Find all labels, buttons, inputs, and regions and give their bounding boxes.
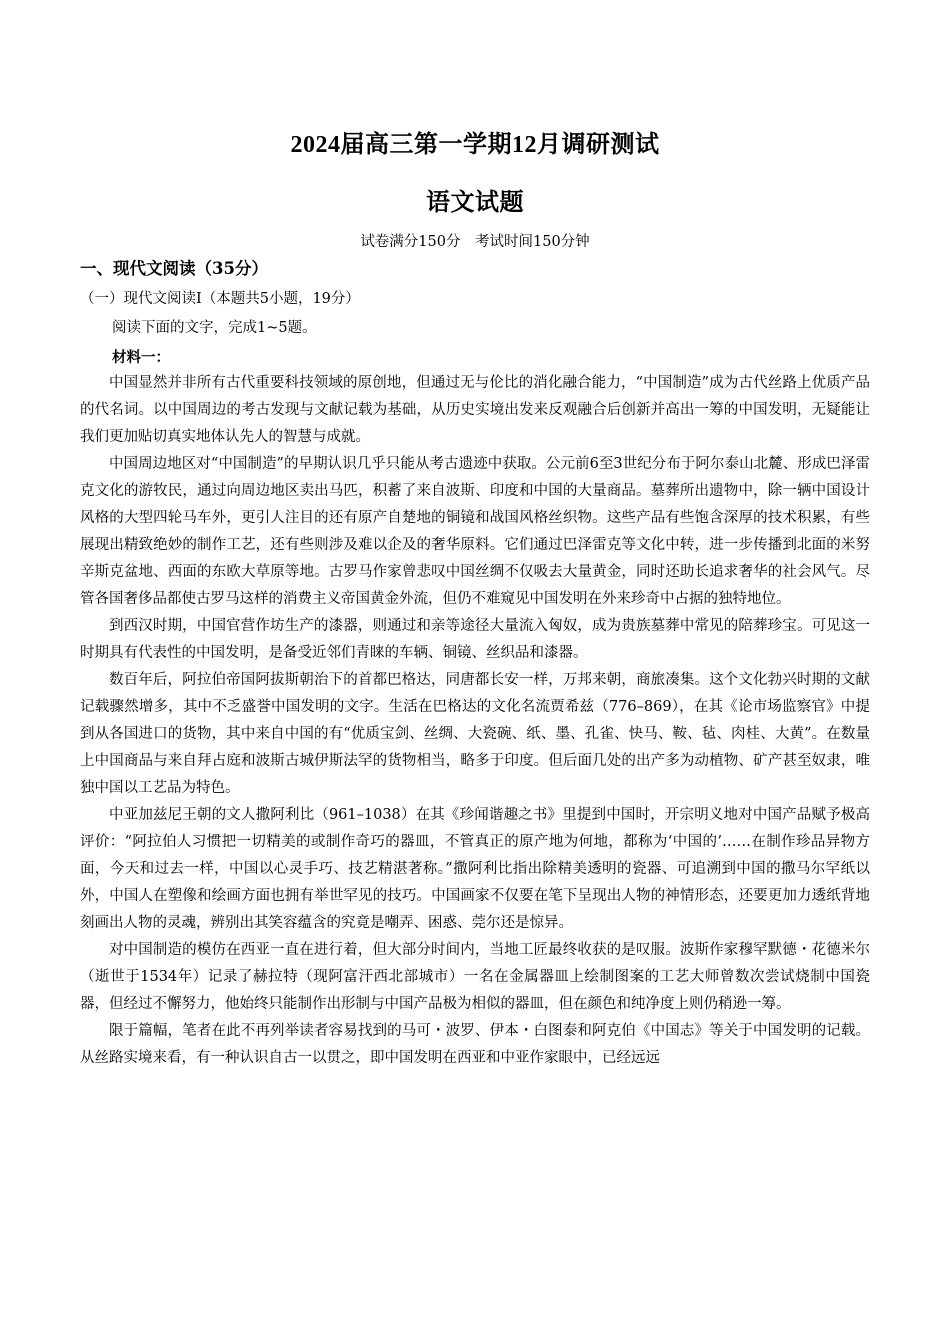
paragraph: 中国周边地区对“中国制造”的早期认识几乎只能从考古遗迹中获取。公元前6至3世纪分布于阿尔泰山北麓、形成巴泽雷克文化的游牧民，通过向周边地区卖出马匹，积蓄了来自波斯、印度和中国的大量商品。墓葬所出遗物中，除一辆中国设计风格的大型四轮马车外，更引人注目的还有原产自楚地的铜镜和战国风格丝织物。这些产品有些饱含深厚的技术积累，有些展现出精致绝妙的制作工艺，还有些则涉及难以企及的奢华原料。它们通过巴泽雷克等文化中转，进一步传播到北面的米努辛斯克盆地、西面的东欧大草原等地。古罗马作家曾悲叹中国丝绸不仅吸去大量黄金，同时还助长追求奢华的社会风气。尽管各国奢侈品都使古罗马这样的消费主义帝国黄金外流，但仍不难窥见中国发明在外来珍奇中占据的独特地位。 (80, 456, 870, 607)
paragraph: 对中国制造的模仿在西亚一直在进行着，但大部分时间内，当地工匠最终收获的是叹服。波斯作家穆罕默德・花德米尔（逝世于1534年）记录了赫拉特（现阿富汗西北部城市）一名在金属器皿上绘制图案的工艺大师曾数次尝试烧制中国瓷器，但经过不懈努力，他始终只能制作出形制与中国产品极为相似的器皿，但在颜色和纯净度上则仍稍逊一筹。 (80, 942, 870, 1012)
paragraph: 限于篇幅，笔者在此不再列举读者容易找到的马可・波罗、伊本・白图泰和阿克伯《中国志》等关于中国发明的记载。从丝路实境来看，有一种认识自古一以贯之，即中国发明在西亚和中亚作家眼中，已经远远 (80, 1023, 870, 1066)
subsection-heading: （一）现代文阅读Ⅰ（本题共5小题，19分） (80, 291, 360, 307)
paragraph: 中亚加兹尼王朝的文人撒阿利比（961–1038）在其《珍闻谐趣之书》里提到中国时，开宗明义地对中国产品赋予极高评价：“阿拉伯人习惯把一切精美的或制作奇巧的器皿，不管真正的原产地为何地，都称为‘中国的’……在制作珍品异物方面，今天和过去一样，中国以心灵手巧、技艺精湛著称。”撒阿利比指出除精美透明的瓷器、可追溯到中国的撒马尔罕纸以外，中国人在塑像和绘画方面也拥有举世罕见的技巧。中国画家不仅要在笔下呈现出人物的神情形态，还要更加力透纸背地刻画出人物的灵魂，辨别出其笑容蕴含的究竟是嘲弄、困惑、莞尔还是惊异。 (80, 807, 870, 931)
exam-info: 试卷满分150分 考试时间150分钟 (360, 234, 590, 250)
paragraph: 到西汉时期，中国官营作坊生产的漆器，则通过和亲等途径大量流入匈奴，成为贵族墓葬中常见的陪葬珍宝。可见这一时期具有代表性的中国发明，是备受近邻们青睐的车辆、铜镜、丝织品和漆器。 (80, 618, 870, 661)
section-heading: 一、现代文阅读（35分） (80, 259, 268, 278)
paragraph: 数百年后，阿拉伯帝国阿拔斯朝治下的首都巴格达，同唐都长安一样，万邦来朝，商旅凑集。这个文化勃兴时期的文献记载骤然增多，其中不乏盛誉中国发明的文字。生活在巴格达的文化名流贾希兹（776–869），在其《论市场监察官》中提到从各国进口的货物，其中来自中国的有“优质宝剑、丝绸、大瓷碗、纸、墨、孔雀、快马、鞍、毡、肉桂、大黄”。在数量上中国商品与来自拜占庭和波斯古城伊斯法罕的货物相当，略多于印度。但后面几处的出产多为动植物、矿产甚至奴隶，唯独中国以工艺品为特色。 (80, 672, 870, 796)
material-label: 材料一： (112, 349, 170, 366)
material-body (80, 370, 870, 1072)
paragraph: 中国显然并非所有古代重要科技领域的原创地，但通过无与伦比的消化融合能力，“中国制造”成为古代丝路上优质产品的代名词。以中国周边的考古发现与文献记载为基础，从历史实境出发来反观融合后创新并高出一筹的中国发明，无疑能让我们更加贴切真实地体认先人的智慧与成就。 (80, 375, 870, 445)
page-title: 2024届高三第一学期12月调研测试 (290, 132, 660, 158)
reading-instruction: 阅读下面的文字，完成1~5题。 (112, 320, 317, 336)
subject-title: 语文试题 (426, 190, 524, 216)
